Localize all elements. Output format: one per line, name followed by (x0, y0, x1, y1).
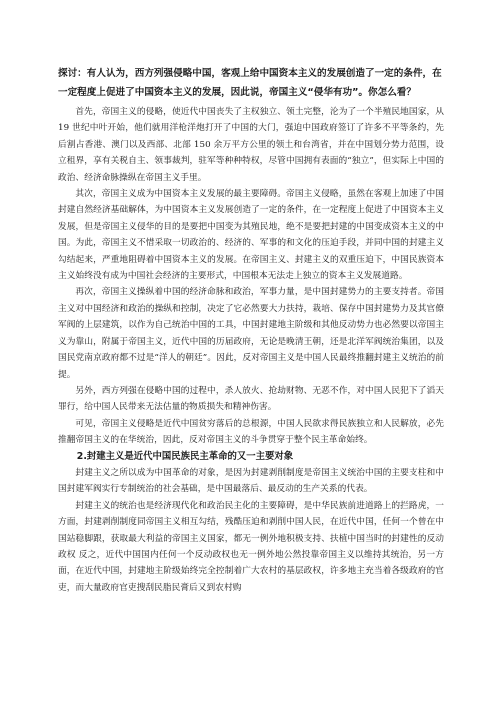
discussion-question: 探讨：有人认为，西方列强侵略中国，客观上给中国资本主义的发展创造了一定的条件，在一定程度上促进了中国资本主义的发展，因此说，帝国主义“侵华有功”。你怎么看？ (58, 68, 442, 98)
paragraph-4: 另外，西方列强在侵略中国的过程中，杀人放火、抢劫财物、无恶不作，对中国人民犯下了滔天罪行，给中国人民带来无法估量的物质损失和精神伤害。 (58, 385, 444, 413)
paragraph-1: 首先，帝国主义的侵略，使近代中国丧失了主权独立、领土完整，沦为了一个半殖民地国家，从 19 世纪中叶开始，他们就用洋枪洋炮打开了中国的大门，强迫中国政府签订了许多不平等条约，先后割占香港、澳门以及西部、北部 150 余万平方公里的领土和台湾省，并在中国划分势力范围，设立租界，享有关税自主、领事裁判，驻军等种种特权，尽管中国拥有表面的“独立”，但实际上中国的政治、经济命脉操纵在帝国主义手里。 (58, 107, 444, 183)
section-heading: 2.封建主义是近代中国民族民主革命的又一主要对象 (76, 450, 294, 462)
paragraph-5: 可见，帝国主义侵略是近代中国贫穷落后的总根源，中国人民欲求得民族独立和人民解放，必先推翻帝国主义的在华统治，因此，反对帝国主义的斗争贯穿于整个民主革命始终。 (58, 418, 444, 446)
paragraph-2: 其次，帝国主义成为中国资本主义发展的最主要障碍。帝国主义侵略，虽然在客观上加速了中国封建自然经济基础解体，为中国资本主义发展创造了一定的条件，在一定程度上促进了中国资本主义发展，但是帝国主义侵华的目的是要把中国变为其殖民地，绝不是要把封建的中国变成资本主义的中国。为此，帝国主义不惜采取一切政治的、经济的、军事的和文化的压迫手段，并同中国的封建主义勾结起来，严重地阻碍着中国资本主义的发展。在帝国主义、封建主义的双重压迫下，中国民族资本主义始终没有成为中国社会经济的主要形式，中国根本无法走上独立的资本主义发展道路。 (58, 189, 444, 282)
section-paragraph-2: 封建主义的统治也是经济现代化和政治民主化的主要障碍，是中华民族前进道路上的拦路虎，一方面，封建剥削制度同帝国主义相互勾结，残酷压迫和剥削中国人民，在近代中国，任何一个曾在中国站稳脚跟，获取最大利益的帝国主义国家，都无一例外地积极支持、扶植中国当时的封建性的反动政权 反之，近代中国国内任何一个反动政权也无一例外地公然投靠帝国主义以维持其统治，另一方面，在近代中国，封建地主阶级始终完全控制着广大农村的基层政权，许多地主充当着各级政府的官吏，而大量政府官吏搜刮民脂民膏后又到农村购 (58, 500, 444, 593)
paragraph-3: 再次，帝国主义操纵着中国的经济命脉和政治，军事力量，是中国封建势力的主要支持者。帝国主义对中国经济和政治的操纵和控制，决定了它必然要大力扶持，栽培、保存中国封建势力及其官僚军阀的上层建筑，以作为自己统治中国的工具，中国封建地主阶级和其他反动势力也必然要以帝国主义为靠山，附属于帝国主义，近代中国的历届政府，无论是晚清王朝，还是北洋军阀统治集团，以及国民党南京政府都不过是“洋人的朝廷”。因此，反对帝国主义是中国人民最终推翻封建主义统治的前提。 (58, 287, 444, 380)
section-paragraph-1: 封建主义之所以成为中国革命的对象，是因为封建剥削制度是帝国主义统治中国的主要支柱和中国封建军阀实行专制统治的社会基础，是中国最落后、最反动的生产关系的代表。 (58, 467, 444, 495)
